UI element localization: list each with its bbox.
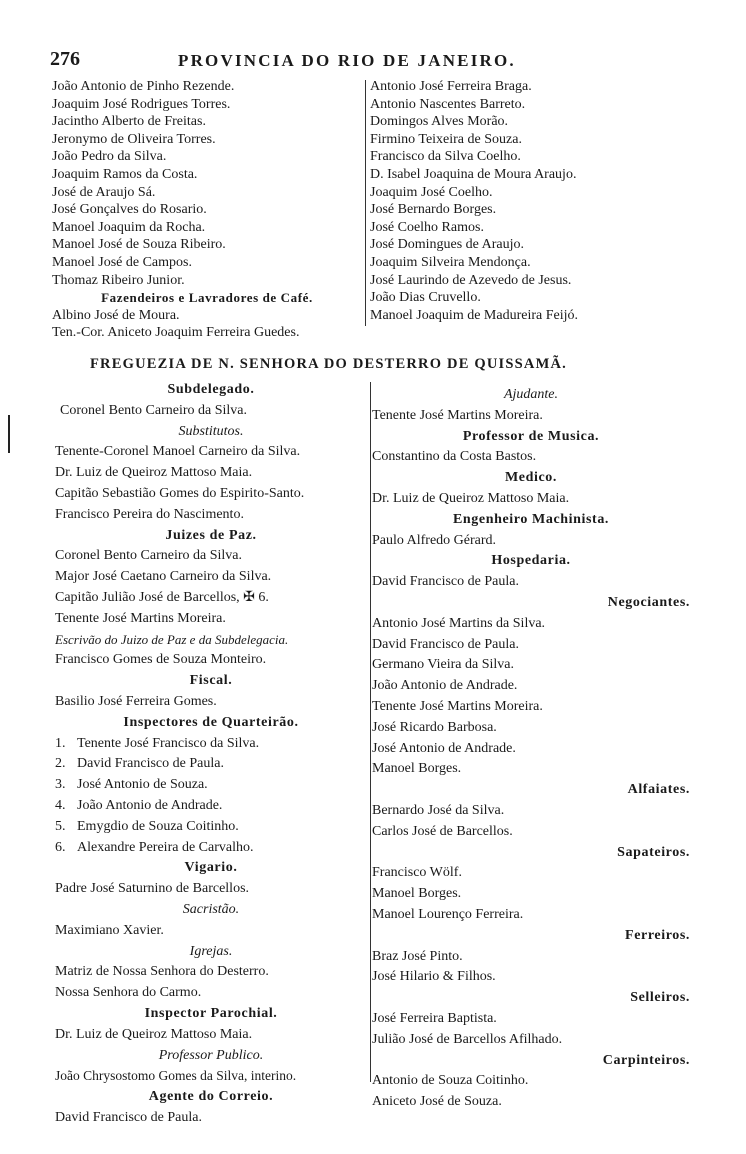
list-item: Tenente José Martins Moreira. bbox=[372, 698, 543, 714]
list-item: José Hilario & Filhos. bbox=[372, 969, 496, 985]
list-item: Coronel Bento Carneiro da Silva. bbox=[55, 548, 243, 564]
list-item: Manoel Borges. bbox=[372, 761, 462, 777]
list-item: José Ricardo Barbosa. bbox=[372, 719, 497, 735]
list-item: Capitão Julião José de Barcellos, ✠ 6. bbox=[55, 589, 269, 605]
heading-engenheiro: Engenheiro Machinista. bbox=[452, 511, 610, 527]
list-item: Jeronymo de Oliveira Torres. bbox=[52, 131, 216, 147]
list-item: Braz José Pinto. bbox=[372, 948, 463, 964]
list-item: Ten.-Cor. Aniceto Joaquim Ferreira Guedes. bbox=[52, 325, 300, 341]
list-item: David Francisco de Paula. bbox=[372, 574, 519, 590]
heading-hospedaria: Hospedaria. bbox=[491, 553, 571, 569]
list-item: Germano Vieira da Silva. bbox=[372, 657, 514, 673]
list-item: Antonio José Martins da Silva. bbox=[372, 615, 546, 631]
list-item: Joaquim Silveira Mendonça. bbox=[370, 254, 531, 270]
heading-escrivao: Escrivão do Juizo de Paz e da Subdelegacia. bbox=[55, 631, 289, 647]
list-item: Antonio José Ferreira Braga. bbox=[370, 79, 532, 94]
list-item: Paulo Alfredo Gérard. bbox=[372, 532, 497, 548]
list-item: Manoel José de Souza Ribeiro. bbox=[52, 237, 226, 253]
list-item: José Coelho Ramos. bbox=[370, 219, 484, 235]
list-item: José Bernardo Borges. bbox=[370, 202, 497, 218]
list-item: Francisco da Silva Coelho. bbox=[370, 149, 521, 165]
list-item: David Francisco de Paula. bbox=[372, 636, 519, 652]
list-item: Dr. Luiz de Queiroz Mattoso Maia. bbox=[55, 1026, 253, 1042]
list-item: João Antonio de Andrade. bbox=[372, 678, 518, 694]
heading-subdelegado: Subdelegado. bbox=[167, 382, 255, 397]
list-item: Julião José de Barcellos Afilhado. bbox=[372, 1031, 563, 1047]
top-right-column bbox=[370, 78, 690, 324]
column-divider bbox=[365, 80, 366, 326]
list-item: José Gonçalves do Rosario. bbox=[52, 202, 207, 218]
heading-sapateiros: Sapateiros. bbox=[617, 844, 690, 860]
lower-right-column bbox=[372, 385, 690, 1113]
page-header bbox=[50, 48, 690, 74]
list-item: Major José Caetano Carneiro da Silva. bbox=[55, 569, 272, 585]
list-item: João Dias Cruvello. bbox=[370, 290, 481, 306]
list-item: Manoel Lourenço Ferreira. bbox=[372, 906, 524, 922]
table-row: 3. José Antonio de Souza. bbox=[55, 777, 208, 793]
heading-medico: Medico. bbox=[504, 470, 558, 486]
margin-mark bbox=[8, 415, 10, 453]
list-item: Dr. Luiz de Queiroz Mattoso Maia. bbox=[372, 490, 570, 506]
list-item: Coronel Bento Carneiro da Silva. bbox=[60, 402, 248, 418]
list-item: Aniceto José de Souza. bbox=[372, 1094, 502, 1110]
heading-professor: Professor Publico. bbox=[158, 1047, 264, 1063]
list-item: Francisco Wölf. bbox=[372, 865, 462, 881]
heading-igrejas: Igrejas. bbox=[189, 943, 233, 959]
list-item: Manoel Joaquim de Madureira Feijó. bbox=[370, 307, 579, 323]
list-item: Manoel Joaquim da Rocha. bbox=[52, 219, 206, 235]
heading-agente: Agente do Correio. bbox=[148, 1089, 274, 1105]
heading-negociantes: Negociantes. bbox=[607, 594, 690, 610]
list-item: Francisco Gomes de Souza Monteiro. bbox=[55, 652, 267, 668]
list-item: Tenente José Martins Moreira. bbox=[372, 407, 543, 423]
table-row: 4. João Antonio de Andrade. bbox=[55, 797, 223, 813]
list-item: D. Isabel Joaquina de Moura Araujo. bbox=[370, 166, 577, 182]
list-item: Maximiano Xavier. bbox=[55, 922, 164, 938]
heading-carpinteiros: Carpinteiros. bbox=[602, 1052, 690, 1068]
list-item: João Chrysostomo Gomes da Silva, interino. bbox=[55, 1068, 297, 1084]
list-item: Carlos José de Barcellos. bbox=[372, 823, 513, 839]
list-item: Basilio José Ferreira Gomes. bbox=[55, 693, 217, 709]
list-item: Constantino da Costa Bastos. bbox=[372, 449, 537, 465]
list-item: Albino José de Moura. bbox=[52, 307, 180, 323]
heading-ajudante: Ajudante. bbox=[503, 387, 559, 402]
list-item: David Francisco de Paula. bbox=[55, 1109, 202, 1125]
heading-sacristao: Sacristão. bbox=[182, 901, 240, 917]
running-title: PROVINCIA DO RIO DE JANEIRO. bbox=[178, 51, 516, 70]
list-item: Joaquim Ramos da Costa. bbox=[52, 166, 198, 182]
section-heading: Fazendeiros e Lavradores de Café. bbox=[101, 290, 313, 306]
list-item: Matriz de Nossa Senhora do Desterro. bbox=[55, 964, 269, 980]
list-item: José de Araujo Sá. bbox=[52, 184, 156, 200]
list-item: Manoel José de Campos. bbox=[52, 254, 192, 270]
list-item: Manoel Borges. bbox=[372, 886, 462, 902]
list-item: Padre José Saturnino de Barcellos. bbox=[55, 881, 250, 897]
list-item: Jacintho Alberto de Freitas. bbox=[52, 114, 206, 130]
table-row: 1. Tenente José Francisco da Silva. bbox=[55, 735, 260, 751]
heading-musica: Professor de Musica. bbox=[462, 428, 600, 444]
heading-alfaiates: Alfaiates. bbox=[627, 782, 690, 798]
heading-inspectores: Inspectores de Quarteirão. bbox=[123, 714, 299, 730]
list-item: Domingos Alves Morão. bbox=[370, 114, 509, 130]
list-item: José Domingues de Araujo. bbox=[370, 237, 524, 253]
list-item: Nossa Senhora do Carmo. bbox=[55, 985, 202, 1001]
list-item: Antonio Nascentes Barreto. bbox=[370, 96, 526, 112]
list-item: Tenente José Martins Moreira. bbox=[55, 610, 226, 626]
list-item: Joaquim José Rodrigues Torres. bbox=[52, 96, 231, 112]
list-item: Dr. Luiz de Queiroz Mattoso Maia. bbox=[55, 465, 253, 481]
heading-juizes: Juizes de Paz. bbox=[165, 527, 257, 543]
list-item: José Laurindo de Azevedo de Jesus. bbox=[370, 272, 572, 288]
list-item: Capitão Sebastião Gomes do Espirito-Santo. bbox=[55, 485, 305, 501]
heading-vigario: Vigario. bbox=[184, 860, 238, 876]
lower-left-column bbox=[55, 380, 367, 1129]
table-row: 5. Emygdio de Souza Coitinho. bbox=[55, 818, 239, 834]
list-item: Antonio de Souza Coitinho. bbox=[372, 1073, 529, 1089]
list-item: Tenente-Coronel Manoel Carneiro da Silva. bbox=[55, 444, 301, 460]
list-item: Joaquim José Coelho. bbox=[370, 184, 493, 200]
list-item: Thomaz Ribeiro Junior. bbox=[52, 272, 185, 288]
list-item: José Ferreira Baptista. bbox=[372, 1010, 497, 1026]
heading-selleiros: Selleiros. bbox=[630, 990, 690, 1006]
heading-fiscal: Fiscal. bbox=[189, 673, 233, 689]
heading-substitutos: Substitutos. bbox=[178, 423, 244, 439]
list-item: João Antonio de Pinho Rezende. bbox=[52, 79, 235, 94]
list-item: José Antonio de Andrade. bbox=[372, 740, 516, 756]
page-number: 276 bbox=[50, 48, 80, 70]
table-row: 6. Alexandre Pereira de Carvalho. bbox=[55, 839, 254, 855]
heading-ferreiros: Ferreiros. bbox=[625, 927, 690, 943]
top-left-column bbox=[52, 78, 362, 342]
list-item: Firmino Teixeira de Souza. bbox=[370, 131, 522, 147]
heading-inspector-paroquial: Inspector Parochial. bbox=[144, 1005, 278, 1021]
list-item: João Pedro da Silva. bbox=[52, 149, 167, 165]
table-row: 2. David Francisco de Paula. bbox=[55, 756, 224, 772]
list-item: Francisco Pereira do Nascimento. bbox=[55, 506, 244, 522]
column-divider bbox=[370, 382, 371, 1082]
section-title: FREGUEZIA DE N. SENHORA DO DESTERRO DE QUISSAMÃ. bbox=[90, 356, 567, 372]
list-item: Bernardo José da Silva. bbox=[372, 802, 505, 818]
